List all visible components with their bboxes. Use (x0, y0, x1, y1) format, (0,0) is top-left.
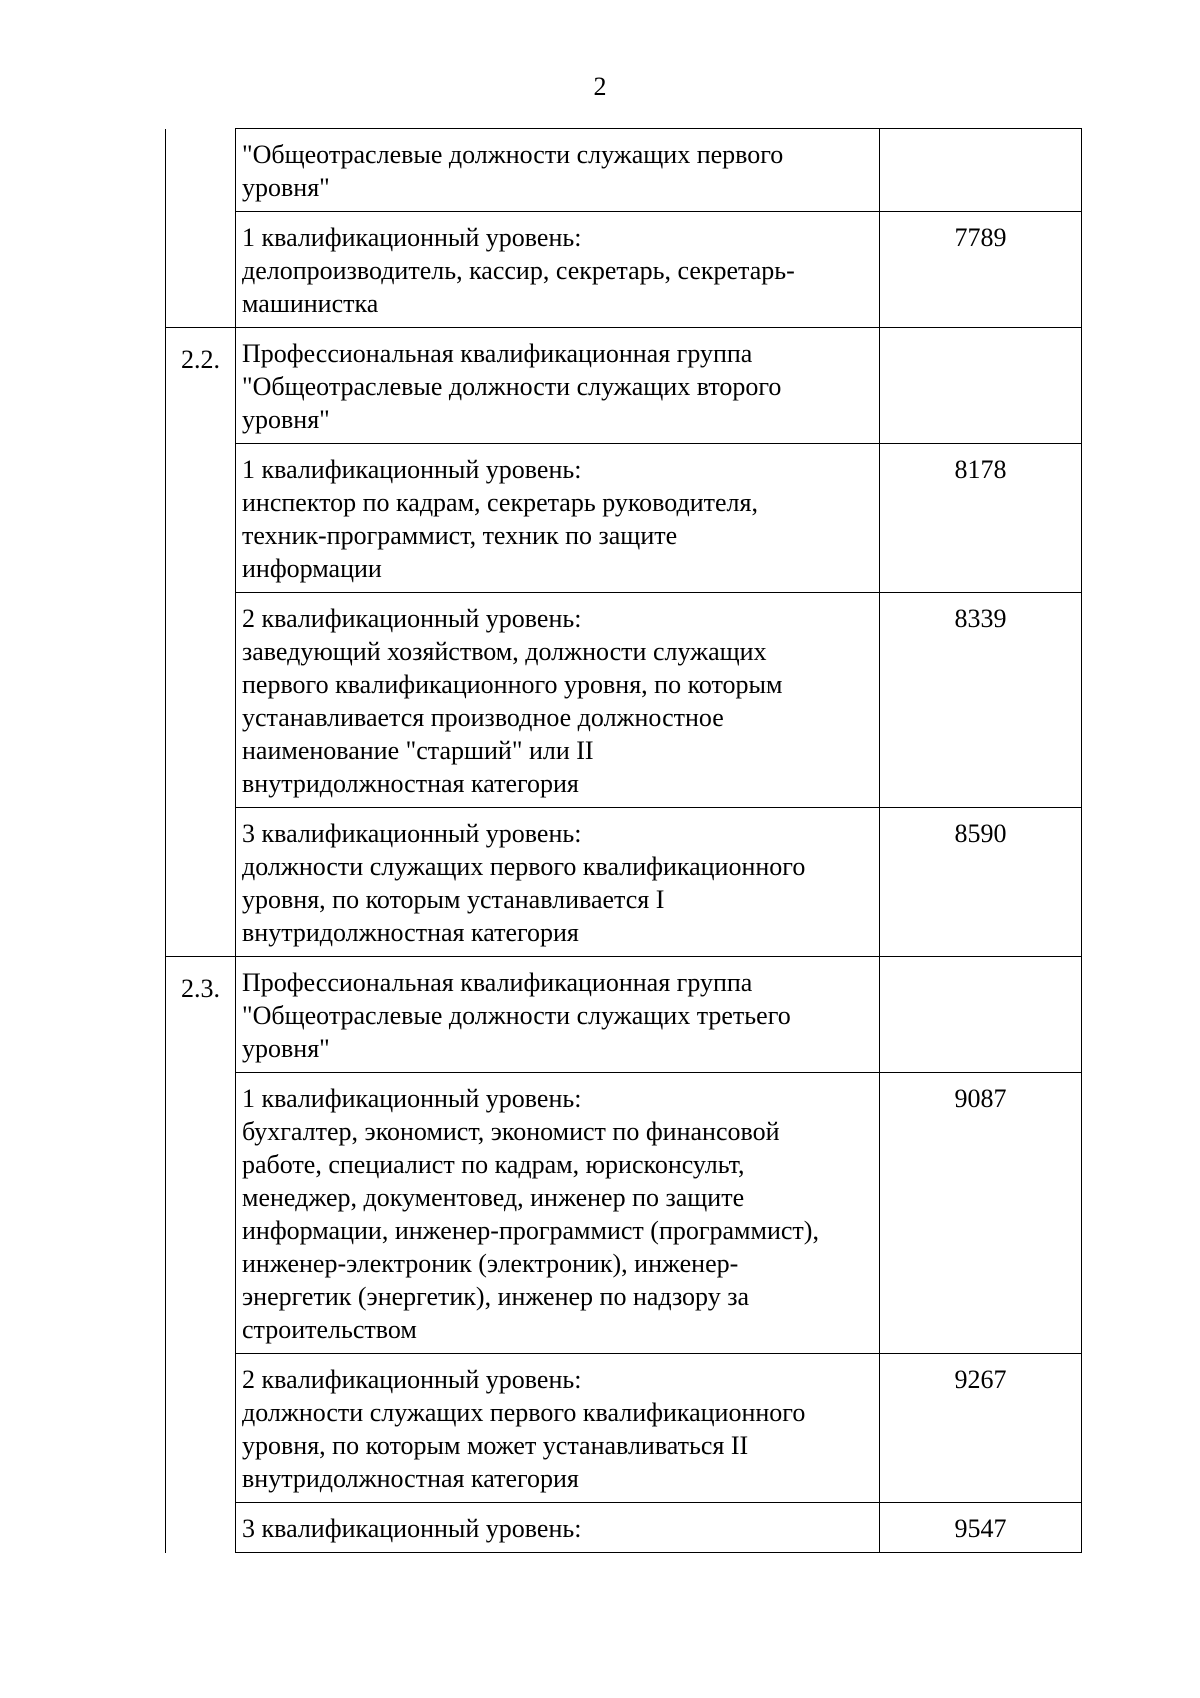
row-number-cell (166, 129, 236, 212)
description-cell (236, 808, 880, 957)
description-line: информации, инженер-программист (программист), (242, 1216, 819, 1245)
description-line: внутридолжностная категория (242, 918, 579, 947)
table-row (166, 957, 1082, 1073)
description-line: должности служащих первого квалификационного (242, 1398, 806, 1427)
description-line: уровня" (242, 173, 330, 202)
description-line: внутридолжностная категория (242, 1464, 579, 1493)
description-line: 3 квалификационный уровень: (242, 1514, 582, 1543)
description-line: энергетик (энергетик), инженер по надзору за (242, 1282, 750, 1311)
row-number: 2.2. (181, 345, 220, 374)
description-line: внутридолжностная категория (242, 769, 579, 798)
description-line: устанавливается производное должностное (242, 703, 724, 732)
salary-value-cell (880, 1354, 1082, 1503)
description-cell (236, 129, 880, 212)
table-row (166, 1073, 1082, 1354)
description-cell (236, 1073, 880, 1354)
table-row (166, 328, 1082, 444)
description-line: строительством (242, 1315, 417, 1344)
description-line: уровня, по которым может устанавливаться II (242, 1431, 749, 1460)
description-line: 1 квалификационный уровень: (242, 223, 582, 252)
salary-value: 9547 (954, 1514, 1007, 1543)
description-line: "Общеотраслевые должности служащих первого (242, 140, 784, 169)
row-number (166, 593, 235, 608)
description-line: Профессиональная квалификационная группа (242, 339, 753, 368)
description-line: 2 квалификационный уровень: (242, 604, 582, 633)
qualification-table (165, 128, 1082, 1553)
row-number-cell (166, 593, 236, 808)
row-number (166, 129, 235, 144)
row-number-cell (166, 1354, 236, 1503)
description-line: 1 квалификационный уровень: (242, 455, 582, 484)
description-line: 2 квалификационный уровень: (242, 1365, 582, 1394)
salary-value-cell (880, 1073, 1082, 1354)
row-number-cell (166, 212, 236, 328)
salary-value-cell (880, 444, 1082, 593)
description-line: "Общеотраслевые должности служащих третьего (242, 1001, 791, 1030)
table-row (166, 1503, 1082, 1553)
row-number-cell (166, 957, 236, 1073)
description-line: уровня" (242, 405, 330, 434)
description-line: делопроизводитель, кассир, секретарь, секретарь- (242, 256, 795, 285)
row-number (166, 1503, 235, 1518)
page-number: 2 (593, 72, 607, 101)
description-line: должности служащих первого квалификационного (242, 852, 806, 881)
description-cell (236, 593, 880, 808)
salary-value-cell (880, 129, 1082, 212)
description-line: работе, специалист по кадрам, юрисконсульт, (242, 1150, 745, 1179)
salary-value (880, 957, 1081, 966)
table-row (166, 1354, 1082, 1503)
description-cell (236, 328, 880, 444)
table-row (166, 593, 1082, 808)
description-cell (236, 957, 880, 1073)
description-line: машинистка (242, 289, 379, 318)
salary-value: 9267 (954, 1365, 1007, 1394)
salary-value-cell (880, 808, 1082, 957)
row-number (166, 212, 235, 227)
description-line: наименование "старший" или II (242, 736, 594, 765)
description-line: бухгалтер, экономист, экономист по финансовой (242, 1117, 780, 1146)
salary-value: 7789 (954, 223, 1007, 252)
salary-value-cell (880, 593, 1082, 808)
salary-value-cell (880, 328, 1082, 444)
salary-value: 8339 (954, 604, 1007, 633)
description-line: инспектор по кадрам, секретарь руководителя, (242, 488, 758, 517)
description-cell (236, 212, 880, 328)
description-line: уровня, по которым устанавливается I (242, 885, 665, 914)
description-cell (236, 1503, 880, 1553)
salary-value: 8590 (954, 819, 1007, 848)
description-line: инженер-электроник (электроник), инженер- (242, 1249, 739, 1278)
salary-value (880, 328, 1081, 337)
row-number-cell (166, 1073, 236, 1354)
description-line: Профессиональная квалификационная группа (242, 968, 753, 997)
row-number: 2.3. (181, 974, 220, 1003)
description-line: информации (242, 554, 382, 583)
description-line: уровня" (242, 1034, 330, 1063)
description-line: 3 квалификационный уровень: (242, 819, 582, 848)
description-line: "Общеотраслевые должности служащих второго (242, 372, 782, 401)
salary-value: 9087 (954, 1084, 1007, 1113)
description-line: заведующий хозяйством, должности служащих (242, 637, 767, 666)
description-cell (236, 1354, 880, 1503)
salary-value (880, 129, 1081, 138)
salary-value-cell (880, 1503, 1082, 1553)
description-cell (236, 444, 880, 593)
table-row (166, 212, 1082, 328)
description-line: 1 квалификационный уровень: (242, 1084, 582, 1113)
table-row (166, 129, 1082, 212)
row-number-cell (166, 328, 236, 444)
row-number (166, 1073, 235, 1088)
table-row (166, 808, 1082, 957)
salary-value-cell (880, 212, 1082, 328)
salary-value: 8178 (954, 455, 1007, 484)
row-number-cell (166, 444, 236, 593)
row-number-cell (166, 1503, 236, 1553)
description-line: техник-программист, техник по защите (242, 521, 678, 550)
table-body (166, 129, 1082, 1553)
salary-value-cell (880, 957, 1082, 1073)
description-line: первого квалификационного уровня, по которым (242, 670, 783, 699)
table-row (166, 444, 1082, 593)
row-number (166, 444, 235, 459)
row-number (166, 808, 235, 823)
description-line: менеджер, документовед, инженер по защите (242, 1183, 745, 1212)
row-number-cell (166, 808, 236, 957)
row-number (166, 1354, 235, 1369)
